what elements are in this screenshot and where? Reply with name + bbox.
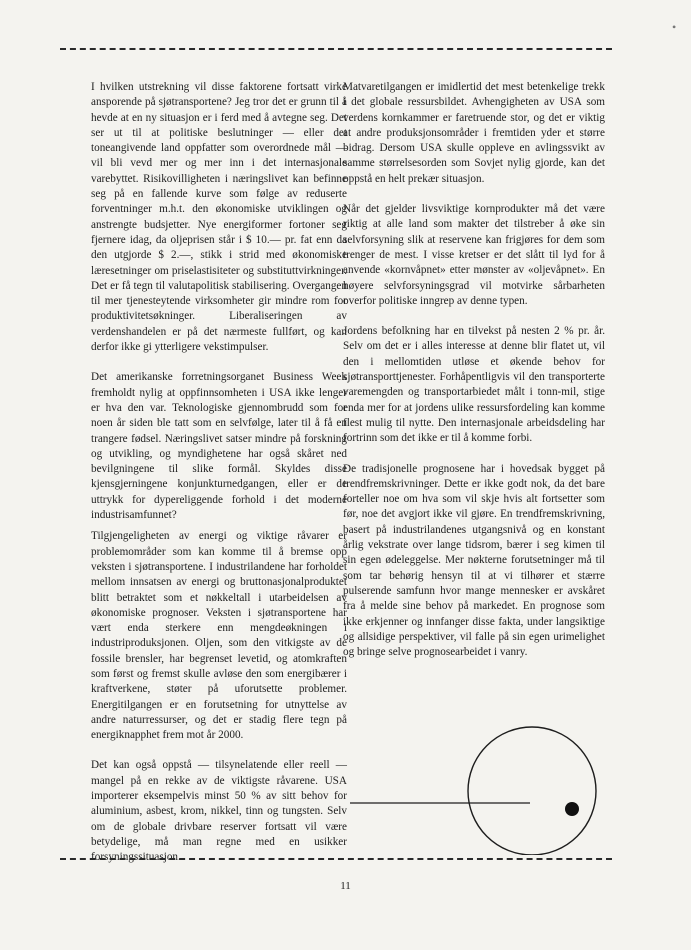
paragraph: De tradisjonelle prognosene har i hovedsak bygget på trendfremskrivninger. Dette er ikke godt nok, da det bare forteller noe om hva som vil skje hvis alt fortsetter som før, noe det avgjort ikke vil gjøre. En trendfremskrivning, basert på industrilandenes utgangsnivå og en konstant årlig vekstrate over lange tidsrom, bærer i seg kimen til sin egen ødeleggelse. Mer nøkterne forutsetninger må til som tar behørig hensyn til at vi tilhører et stærre pulserende samfunn hvor mange mennesker er avskåret fra å melde sine behov på markedet. En prognose som ikke erkjenner og innfanger disse fakta, under langsiktige og allsidige perspektiver, vil falle på sin egen urimelighet og bringe selve prognosearbeidet i vanry.	[343, 462, 605, 659]
diagram-dot	[565, 802, 579, 816]
paragraph: Matvaretilgangen er imidlertid det mest betenkelige trekk i det globale ressursbildet. Avhengigheten av USA som verdens kornkammer er faretruende stor, og det er viktig at andre produksjonsområder i fremtiden yder et større bidrag. Dersom USA skulle oppleve en avlingssvikt av samme størrelsesorden som Sovjet nylig gjorde, kan det oppstå en helt prekær situasjon.	[343, 81, 605, 185]
page-number: 11	[340, 880, 351, 892]
circle-dot-diagram	[350, 725, 610, 855]
scan-edge-mark: •	[672, 20, 677, 34]
left-text-column	[91, 80, 347, 881]
paragraph: Tilgjengeligheten av energi og viktige råvarer er problemområder som kan komme til å bremse opp veksten i sjøtransportene. I industrilandene har forholdet mellom innsatsen av energi og bruttonasjonalproduktet blitt betraktet som et nøkkeltall i utarbeidelsen av økonomiske prognoser. Veksten i sjøtransportene har vært enda sterkere enn mengdeøkningen i industriproduksjonen. Oljen, som den vitkigste av de fossile brensler, har begrenset levetid, og atomkraften som først og fremst skulle avløse den som energibærer i kraftverkene, støter på uforutsette problemer. Energitilgangen er en forutsetning for utnyttelse av andre naturressurser, og det er stadig flere tegn på energiknapphet frem mot år 2000.	[91, 530, 347, 742]
paragraph: Når det gjelder livsviktige kornprodukter må det være riktig at alle land som makter det tilstreber å øke sin selvforsyning slik at reservene kan frigjøres for dem som trenger de mest. I visse kretser er det slått til lyd for å anvende «kornvåpnet» etter mønster av «oljevåpnet». En høyere selvforsyningsgrad vil motvirke sårbarheten overfor politiske inngrep av denne typen.	[343, 203, 605, 307]
paragraph: Det kan også oppstå — tilsynelatende eller reell — mangel på en rekke av de viktigste råvarene. USA importerer eksempelvis minst 50 % av sitt behov for aluminium, asbest, krom, nikkel, tinn og tungsten. Selv om de globale drivbare reserver fortsatt vil være betydelige, må man regne med en usikker forsyningssituasjon.	[91, 759, 347, 864]
diagram-circle	[468, 727, 596, 855]
paragraph: I hvilken utstrekning vil disse faktorene fortsatt virke ansporende på sjøtransportene? Jeg tror det er grunn til å hevde at en ny situasjon er i ferd med å avtegne seg. Det ser ut til at politiske beslutninger — eller det toneangivende land oppfatter som overordnede mål — vil bli vevd mer og mer inn i det internasjonale varebyttet. Risikovilligheten i næringslivet kan befinne seg på en fallende kurve som følge av reduserte forventninger m.h.t. den økonomiske utviklingen og anstrengte budsjetter. Nye energiformer fortoner seg fjernere idag, da oljeprisen står i $ 10.— pr. fat enn da den utgjorde $ 2.—, stikk i strid med økonomiske læresetninger om priselastisiteter og substituttvirkninger. Det er få tegn til valutapolitisk stabilisering. Overgangen til mer tjenesteytende virksomheter gir mindre rom for produktivitetsøkninger. Liberaliseringen av verdenshandelen er på det nærmeste fullført, og kan derfor ikke gi ytterligere vekstimpulser.	[91, 81, 347, 354]
bottom-dashed-rule	[60, 858, 612, 860]
right-text-column	[343, 80, 605, 675]
paragraph: Jordens befolkning har en tilvekst på nesten 2 % pr. år. Selv om det er i alles interesse at denne blir flatet ut, vil den i mellomtiden utløse et økende behov for sjøtransporttjenester. Forhåpentligvis vil den transporterte varemengden og transportarbiedet målt i tonn-mil, stige enda mer for at jordens ulike ressursfordeling kan komme flest mulig til nytte. Den internasjonale arbeidsdeling har fortrinn som det ikke er til å komme forbi.	[343, 325, 605, 445]
top-dashed-rule	[60, 48, 612, 50]
paragraph: Det amerikanske forretningsorganet Business Week fremholdt nylig at oppfinnsomheten i USA ikke lenger er hva den var. Teknologiske gjennombrudd som for noen år siden ble tatt som en selvfølge, later til å få en trangere fødsel. Næringslivet satser mindre på forskning og utvikling, og myndighetene har også skåret ned bevilgningene til slike formål. Skyldes disse kjensgjerningene konjunkturnedgangen, eller er de uttrykk for dypereliggende forhold i det moderne industrisamfunnet?	[91, 371, 347, 522]
